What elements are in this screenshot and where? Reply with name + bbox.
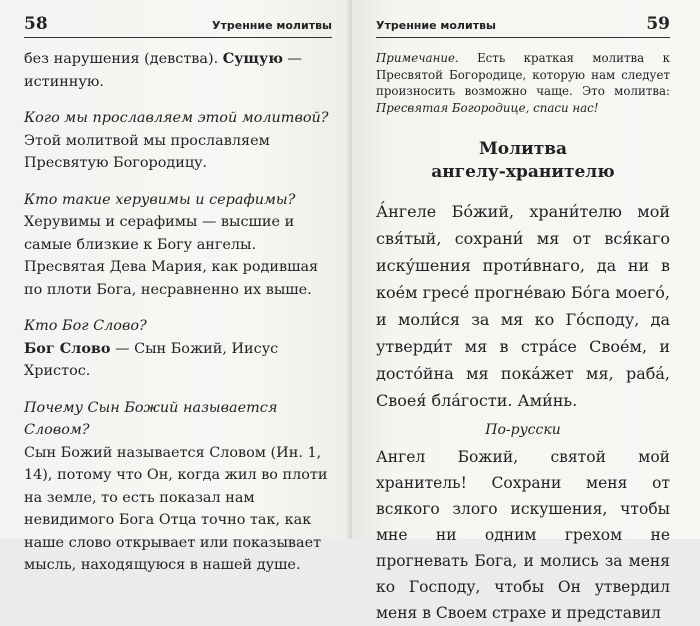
prayer-title: [376, 138, 670, 184]
question-paragraph: Кто такие херувимы и серафимы?: [24, 191, 296, 208]
prayer-title-line2: ангелу-хранителю: [431, 162, 615, 182]
answer-paragraph: Сын Божий называется Словом (Ин. 1, 14), потому что Он, когда жил во плоти на земле, то есть показал нам невидимого Бога Отца точно так, как наше слово открывает или показывает мысль, находящуюся в нашей душе.: [24, 444, 328, 573]
right-page-number: 59: [646, 14, 670, 34]
left-running-title: Утренние молитвы: [212, 19, 332, 32]
note-label: Примечание.: [376, 51, 459, 65]
left-page: [0, 0, 352, 573]
question-paragraph: Кто Бог Слово?: [24, 318, 147, 334]
russian-translation-label: По-русски: [485, 422, 561, 438]
prayer-text: А́нгеле Бо́жий, храни́телю мой свя́тый, сохрани́ мя от вся́каго иску́шения проти́внаго, да ни в коéм гресе́ прогнéваю Бо́га моего́, и моли́ся за мя ко Го́споду, да утверди́т мя в стра́се Своéм, и досто́йна мя пока́жет мя, раба́, Своея́ бла́гости. Ами́нь.: [376, 202, 670, 410]
note-prayer: Пресвятая Богородице, спаси нас!: [376, 100, 599, 115]
left-page-number: 58: [24, 14, 48, 34]
answer-paragraph: Этой молитвой мы прославляем Пресвятую Богородицу.: [24, 132, 270, 171]
answer-paragraph: Бог Слово — Сын Божий, Иисус Христос.: [24, 339, 279, 379]
note-text: Есть краткая молитва к Пресвятой Богородице, которую нам следует произносить возможно чаще. Это молитва:: [376, 51, 670, 98]
right-page-header: [376, 14, 670, 38]
right-page: [352, 0, 700, 622]
russian-translation-text: Ангел Божий, святой мой хранитель! Сохрани меня от всякого злого искушения, чтобы мне ни одним грехом не прогневать Бога, и молись за меня ко Господу, чтобы Он утвердил меня в Своем страхе и представил: [376, 448, 670, 622]
answer-paragraph: без нарушения (девства). Сущую — истинную.: [24, 50, 302, 90]
prayer-title-line1: Молитва: [478, 139, 568, 159]
question-paragraph: Почему Сын Божий называется Словом?: [24, 399, 278, 438]
note-paragraph: [376, 50, 670, 116]
question-paragraph: Кого мы прославляем этой молитвой?: [24, 110, 329, 126]
right-running-title: Утренние молитвы: [376, 19, 496, 32]
left-page-body: [24, 48, 332, 577]
left-page-header: [24, 14, 332, 38]
answer-paragraph: Херувимы и серафимы — высшие и самые близкие к Богу ангелы. Пресвятая Дева Мария, как родившая по плоти Бога, несравненно их выше.: [24, 214, 319, 298]
